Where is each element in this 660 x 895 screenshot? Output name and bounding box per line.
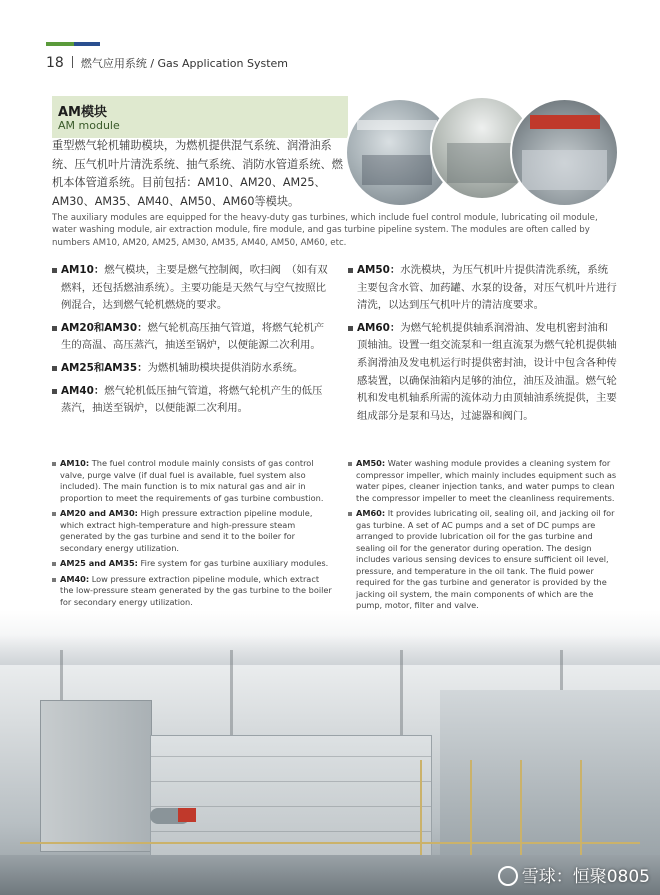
watermark [498, 862, 650, 887]
list-item: AM20 and AM30: High pressure extraction pipeline module, which extract high-temperature and high-pressure steam generated by the gas turbine and send it to the boiler for secondary energy utilization. [52, 508, 332, 554]
bullet-square-icon [52, 462, 56, 466]
bullet-square-icon [52, 268, 57, 273]
list-item: AM50: Water washing module provides a cleaning system for compressor impeller, which mainly includes equipment such as water pipes, cleaner injection tanks, and water pumps to clean the compressor impeller to meet the cleanliness requirements. [348, 458, 618, 504]
module-title-box [52, 96, 348, 138]
cn-list-left [52, 262, 332, 423]
list-item: AM25和AM35：为燃机辅助模块提供消防水系统。 [52, 360, 332, 378]
photo-red-label [178, 808, 196, 822]
list-item: AM40：燃气轮机低压抽气管道，将燃气轮机产生的低压蒸汽，抽送至锅炉，以便能源二次利用。 [52, 383, 332, 418]
list-item: AM20和AM30：燃气轮机高压抽气管道，将燃气轮机产生的高温、高压蒸汽，抽送至锅炉，以便能源二次利用。 [52, 320, 332, 355]
page-header [46, 55, 288, 71]
photo-turbine-circle [510, 98, 619, 207]
bullet-square-icon [52, 366, 57, 371]
list-item: AM40: Low pressure extraction pipeline module, which extract the low-pressure steam generated by the gas turbine to the boiler for secondary energy utilization. [52, 574, 332, 609]
photo-turbine-enclosure [150, 735, 432, 857]
bullet-square-icon [348, 326, 353, 331]
module-title-cn: AM模块 [58, 105, 107, 120]
bullet-square-icon [52, 326, 57, 331]
photo-duct [40, 700, 152, 852]
list-item: AM25 and AM35: Fire system for gas turbine auxiliary modules. [52, 558, 332, 570]
list-item: AM10：燃气模块，主要是燃气控制阀，吹扫阀 （如有双燃料，还包括燃油系统）。主要功能是天然气与空气按照比例混合，达到燃气轮机燃烧的要求。 [52, 262, 332, 315]
photo-right-equipment [440, 690, 660, 860]
bullet-square-icon [348, 268, 353, 273]
header-accent-blue [74, 42, 100, 46]
en-list-left [52, 458, 332, 612]
list-item: AM60: It provides lubricating oil, sealing oil, and jacking oil for gas turbine. A set of AC pumps and a set of DC pumps are arranged to provide lubrication oil for the gas turbine and sealing oil for the generator during operation. The design includes various sensing devices to ensure sufficient oil level, pressure, and temperature in the oil tank. The fluid power required for the gas turbine and generator is provided by the jacking oil system, the main components of which are the pump, motor, filter and valve. [348, 508, 618, 612]
photo-scaffold-rail [20, 842, 640, 844]
section-title: 燃气应用系统 / Gas Application System [80, 57, 288, 70]
bullet-square-icon [52, 389, 57, 394]
header-divider [72, 56, 73, 68]
list-item: AM50：水洗模块，为压气机叶片提供清洗系统，系统主要包含水管、加药罐、水泵的设备，对压气机叶片进行清洗，以达到压气机叶片的清洁度要求。 [348, 262, 618, 315]
header-accent-green [46, 42, 74, 46]
bullet-square-icon [348, 462, 352, 466]
intro-chinese: 重型燃气轮机辅助模块，为燃机提供混气系统、润滑油系统、压气机叶片清洗系统、抽气系统、消防水管道系统、燃机本体管道系统。目前包括：AM10、AM20、AM25、AM30、AM35、AM40、AM50、AM60等模块。 [52, 139, 343, 208]
watermark-text: 雪球：恒聚0805 [521, 867, 650, 887]
en-list-right [348, 458, 618, 616]
snowball-logo-icon [498, 866, 518, 886]
page-number: 18 [46, 55, 64, 71]
intro-english: The auxiliary modules are equipped for the heavy-duty gas turbines, which include fuel control module, lubricating oil module, water washing module, air extraction module, fire module, and gas turbine pipeline system. The modules are often called by numbers AM10, AM20, AM25, AM30, AM35, AM40, AM50, AM60, etc. [52, 213, 598, 248]
list-item: AM10: The fuel control module mainly consists of gas control valve, purge valve (if dual fuel is available, fuel system also included). The main function is to mix natural gas and air in proportion to meet the requirements of gas turbine combustion. [52, 458, 332, 504]
bullet-square-icon [52, 562, 56, 566]
cn-list-right [348, 262, 618, 430]
turbine-hall-photo [0, 610, 660, 895]
bullet-square-icon [52, 578, 56, 582]
list-item: AM60：为燃气轮机提供轴系润滑油、发电机密封油和顶轴油。设置一组交流泵和一组直流泵为燃气轮机提供轴系润滑油及发电机运行时提供密封油，设计中包含各种传感装置，以确保油箱内足够的油位，油压及油温。燃气轮机和发电机轴系所需的流体动力由顶轴油系统提供，主要组成部分是泵和马达，过滤器和阀门。 [348, 320, 618, 426]
bullet-square-icon [348, 512, 352, 516]
bullet-square-icon [52, 512, 56, 516]
equipment-photo-strip [345, 96, 615, 206]
header-accent-rule [46, 42, 100, 46]
module-title-en: AM module [58, 119, 120, 132]
